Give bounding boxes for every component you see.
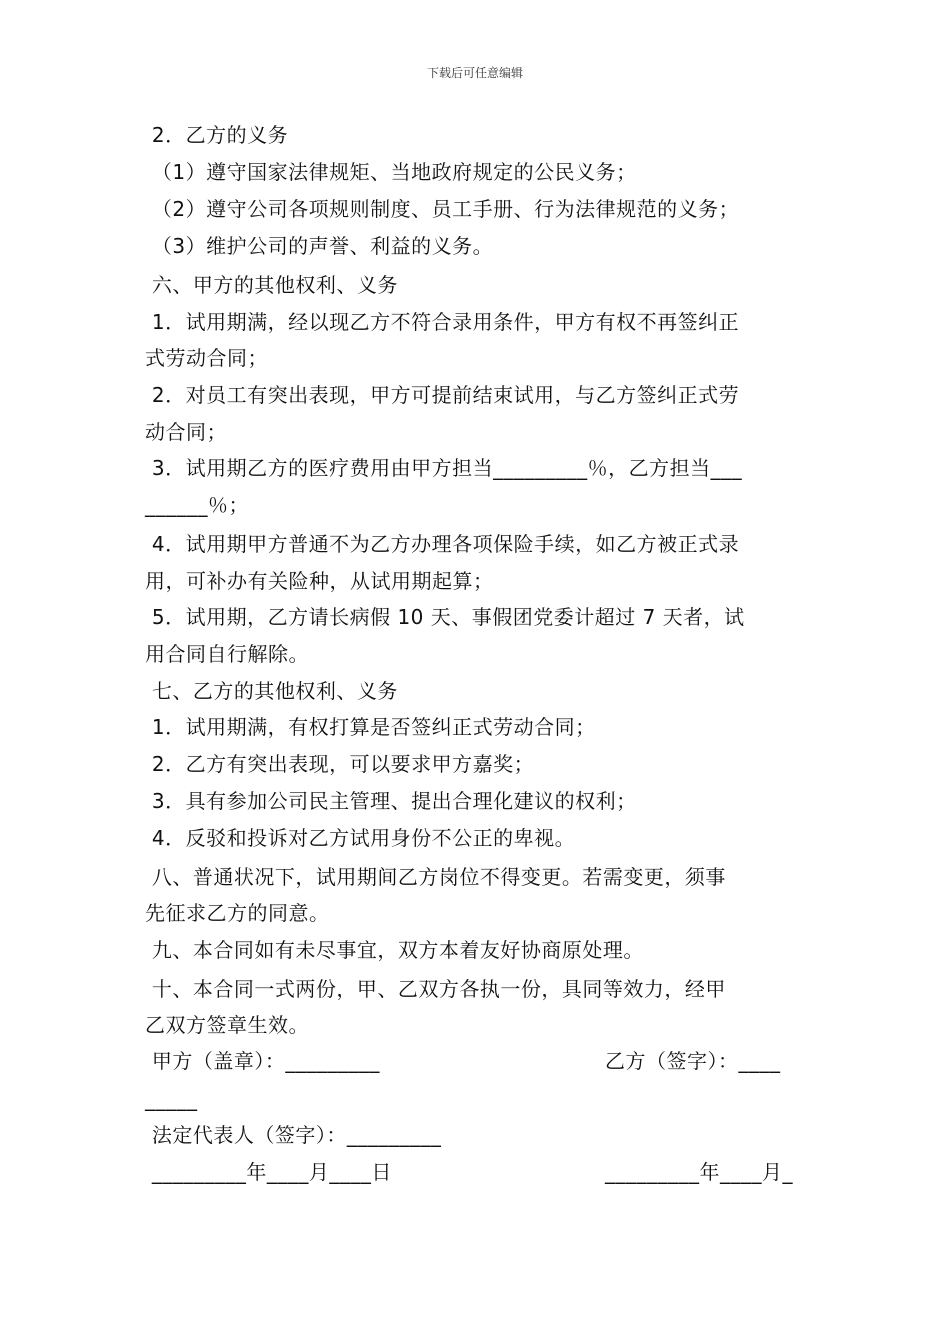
clause-line: 1．试用期满，有权打算是否签纠正式劳动合同； <box>145 715 596 739</box>
clause-line: 用合同自行解除。 <box>145 642 309 666</box>
clause-line: 八、普通状况下，试用期间乙方岗位不得变更。若需变更，须事 <box>145 865 726 889</box>
legal-representative-signature: 法定代表人（签字）：_________ <box>145 1123 442 1147</box>
clause-line: 5．试用期，乙方请长病假 10 天、事假团党委计超过 7 天者，试 <box>145 605 745 629</box>
date-right: _________年____月_ <box>605 1160 793 1184</box>
clause-line: 1．试用期满，经以现乙方不符合录用条件，甲方有权不再签纠正 <box>145 310 740 334</box>
section-heading: 六、甲方的其他权利、义务 <box>145 273 398 297</box>
clause-line: 3．具有参加公司民主管理、提出合理化建议的权利； <box>145 789 637 813</box>
page-header: 下载后可任意编辑 <box>426 66 523 80</box>
clause-line: ______％； <box>145 493 249 517</box>
clause-line: 用，可补办有关险种，从试用期起算； <box>145 569 494 593</box>
clause-line: 4．试用期甲方普通不为乙方办理各项保险手续，如乙方被正式录 <box>145 532 740 556</box>
clause-line: （3）维护公司的声誉、利益的义务。 <box>145 234 494 258</box>
party-b-signature-continued: _____ <box>145 1087 198 1111</box>
clause-line: 2．对员工有突出表现，甲方可提前结束试用，与乙方签纠正式劳 <box>145 383 740 407</box>
clause-line: 4．反驳和投诉对乙方试用身份不公正的卑视。 <box>145 826 576 850</box>
clause-line: 2．乙方有突出表现，可以要求甲方嘉奖； <box>145 752 535 776</box>
clause-line: 九、本合同如有未尽事宜，双方本着友好协商原处理。 <box>145 938 644 962</box>
clause-line: 式劳动合同； <box>145 346 268 370</box>
clause-line: 3．试用期乙方的医疗费用由甲方担当_________％，乙方担当___ <box>145 456 743 480</box>
clause-line: 2．乙方的义务 <box>145 123 289 147</box>
date-left: _________年____月____日 <box>145 1160 392 1184</box>
section-heading: 七、乙方的其他权利、义务 <box>145 679 398 703</box>
clause-line: （2）遵守公司各项规则制度、员工手册、行为法律规范的义务； <box>145 197 740 221</box>
party-a-signature: 甲方（盖章）：_________ <box>145 1049 380 1073</box>
party-b-signature: 乙方（签字）：____ <box>605 1049 781 1073</box>
clause-line: 先征求乙方的同意。 <box>145 901 330 925</box>
clause-line: 十、本合同一式两份，甲、乙双方各执一份，具同等效力，经甲 <box>145 977 726 1001</box>
clause-line: 动合同； <box>145 420 227 444</box>
clause-line: （1）遵守国家法律规矩、当地政府规定的公民义务； <box>145 160 637 184</box>
clause-line: 乙双方签章生效。 <box>145 1013 309 1037</box>
